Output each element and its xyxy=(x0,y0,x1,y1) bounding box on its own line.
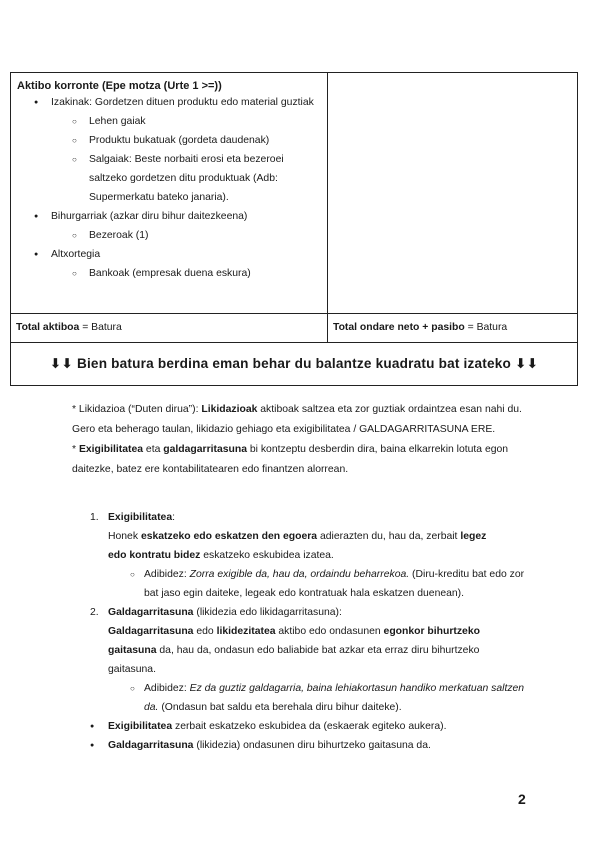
example-item xyxy=(108,565,530,603)
note-text: aktiboak saltzea eta zor guztiak ordaintzea esan nahi du. Gero eta beherago taulan, likidazio gehiago eta exigibilitatea / GALDAGARRITASUNA ERE. xyxy=(72,404,522,435)
item-line xyxy=(108,546,530,565)
item-number: 1. xyxy=(90,512,99,523)
text-bold: likidezitatea xyxy=(216,626,276,637)
text-run: (likidezia edo likidagarritasuna): xyxy=(193,607,342,618)
balance-table xyxy=(10,72,578,386)
list-subitem: ○ Lehen gaiak xyxy=(17,112,321,131)
text-run: Adibidez: xyxy=(144,683,190,694)
item-title: Galdagarritasuna xyxy=(108,607,194,618)
balance-banner: ⬇⬇ Bien batura berdina eman behar du balantze kuadratu bat izateko ⬇⬇ xyxy=(49,356,539,371)
note-liquidation xyxy=(72,400,522,440)
text-run: zerbait eskatzeko eskubidea da (eskaerak egiteko aukera). xyxy=(172,721,447,732)
liabilities-cell xyxy=(328,73,577,313)
banner-row xyxy=(11,343,577,385)
text-run: edo xyxy=(193,626,217,637)
total-assets-value: = Batura xyxy=(79,322,122,333)
item-line xyxy=(108,527,530,546)
list-subitem: ○ Bankoak (empresak duena eskura) xyxy=(17,264,321,283)
bullet-icon: ● xyxy=(90,742,95,749)
note-bold: Likidazioak xyxy=(201,404,258,415)
text-bold: legez xyxy=(460,531,487,542)
note-text: * xyxy=(72,444,79,455)
text-bold: Exigibilitatea xyxy=(108,721,173,732)
note-text: * Likidazioa (“Duten dirua”): xyxy=(72,404,202,415)
text-italic: Ez da guztiz galdagarria, baina lehiakortasun handiko merkatuan saltzen da. xyxy=(144,683,525,713)
text-run: aktibo edo ondasunen xyxy=(275,626,384,637)
totals-row xyxy=(11,314,577,343)
list-item: ● Altxortegia xyxy=(17,245,321,264)
text-bold: Galdagarritasuna xyxy=(108,740,194,751)
text-run: eskatzeko eskubidea izatea. xyxy=(200,550,334,561)
numbered-item-liquidity xyxy=(90,603,530,717)
text-run: (likidezia) ondasunen diru bihurtzeko gaitasuna da. xyxy=(193,740,431,751)
item-title: Exigibilitatea xyxy=(108,512,173,523)
text-bold: eskatzeko edo eskatzen den egoera xyxy=(140,531,318,542)
assets-list xyxy=(17,93,321,283)
total-equity-liabilities xyxy=(328,314,577,342)
list-item: ● Izakinak: Gordetzen dituen produktu edo material guztiak xyxy=(17,93,321,112)
item-colon: : xyxy=(172,512,175,523)
assets-heading: Aktibo korronte (Epe motza (Urte 1 >=)) xyxy=(17,80,222,92)
text-run: (Ondasun bat saldu eta berehala diru bihur daiteke). xyxy=(158,702,402,713)
numbered-item-exigibility xyxy=(90,508,530,603)
circle-bullet-icon: ○ xyxy=(130,570,135,579)
text-bold: Galdagarritasuna xyxy=(108,626,194,637)
summary-bullets xyxy=(90,717,530,755)
note-concepts xyxy=(72,440,522,480)
text-run: (Diru-kreditu bat edo zor bat jaso egin daiteke, legeak edo kontratuak hala eskatzen duenean). xyxy=(144,569,525,599)
notes-section xyxy=(72,400,522,480)
summary-bullet xyxy=(90,717,530,736)
text-run: da, hau da, ondasun edo baliabide bat azkar eta erraz diru bihurtzeko gaitasuna. xyxy=(108,645,480,675)
note-bold: Exigibilitatea xyxy=(78,444,144,455)
list-subitem: ○ Salgaiak: Beste norbaiti erosi eta bezeroei saltzeko gordetzen ditu produktuak (Adb: Supermerkatu bateko janaria). xyxy=(17,150,321,207)
list-subitem: ○ Bezeroak (1) xyxy=(17,226,321,245)
assets-cell xyxy=(11,73,328,313)
total-equity-value: = Batura xyxy=(464,322,508,333)
text-bold: edo kontratu bidez xyxy=(108,550,201,561)
summary-bullet xyxy=(90,736,530,755)
bullet-icon: ● xyxy=(90,723,95,730)
total-equity-label: Total ondare neto + pasibo xyxy=(333,322,465,333)
text-run: Honek xyxy=(108,531,141,542)
text-bold: egonkor bihurtzeko gaitasuna xyxy=(108,626,480,656)
total-assets xyxy=(11,314,328,342)
note-text: eta xyxy=(143,444,164,455)
text-italic: Zorra exigible da, hau da, ordaindu beharrekoa. xyxy=(189,569,410,580)
list-subitem: ○ Produktu bukatuak (gordeta daudenak) xyxy=(17,131,321,150)
text-run: Adibidez: xyxy=(144,569,190,580)
item-number: 2. xyxy=(90,607,99,618)
circle-bullet-icon: ○ xyxy=(130,684,135,693)
table-main-row xyxy=(11,73,577,314)
note-bold: galdagarritasuna xyxy=(163,444,247,455)
note-text: bi kontzeptu desberdin dira, baina elkarrekin lotuta egon daitezke, batez ere kontabilitatearen edo finantzen alorrean. xyxy=(72,444,509,475)
total-assets-label: Total aktiboa xyxy=(16,322,80,333)
list-item: ● Bihurgarriak (azkar diru bihur daitezkeena) xyxy=(17,207,321,226)
text-run: adierazten du, hau da, zerbait xyxy=(317,531,461,542)
numbered-list xyxy=(90,508,530,717)
example-item xyxy=(108,679,530,717)
item-line xyxy=(108,622,530,679)
page-number: 2 xyxy=(518,791,526,807)
